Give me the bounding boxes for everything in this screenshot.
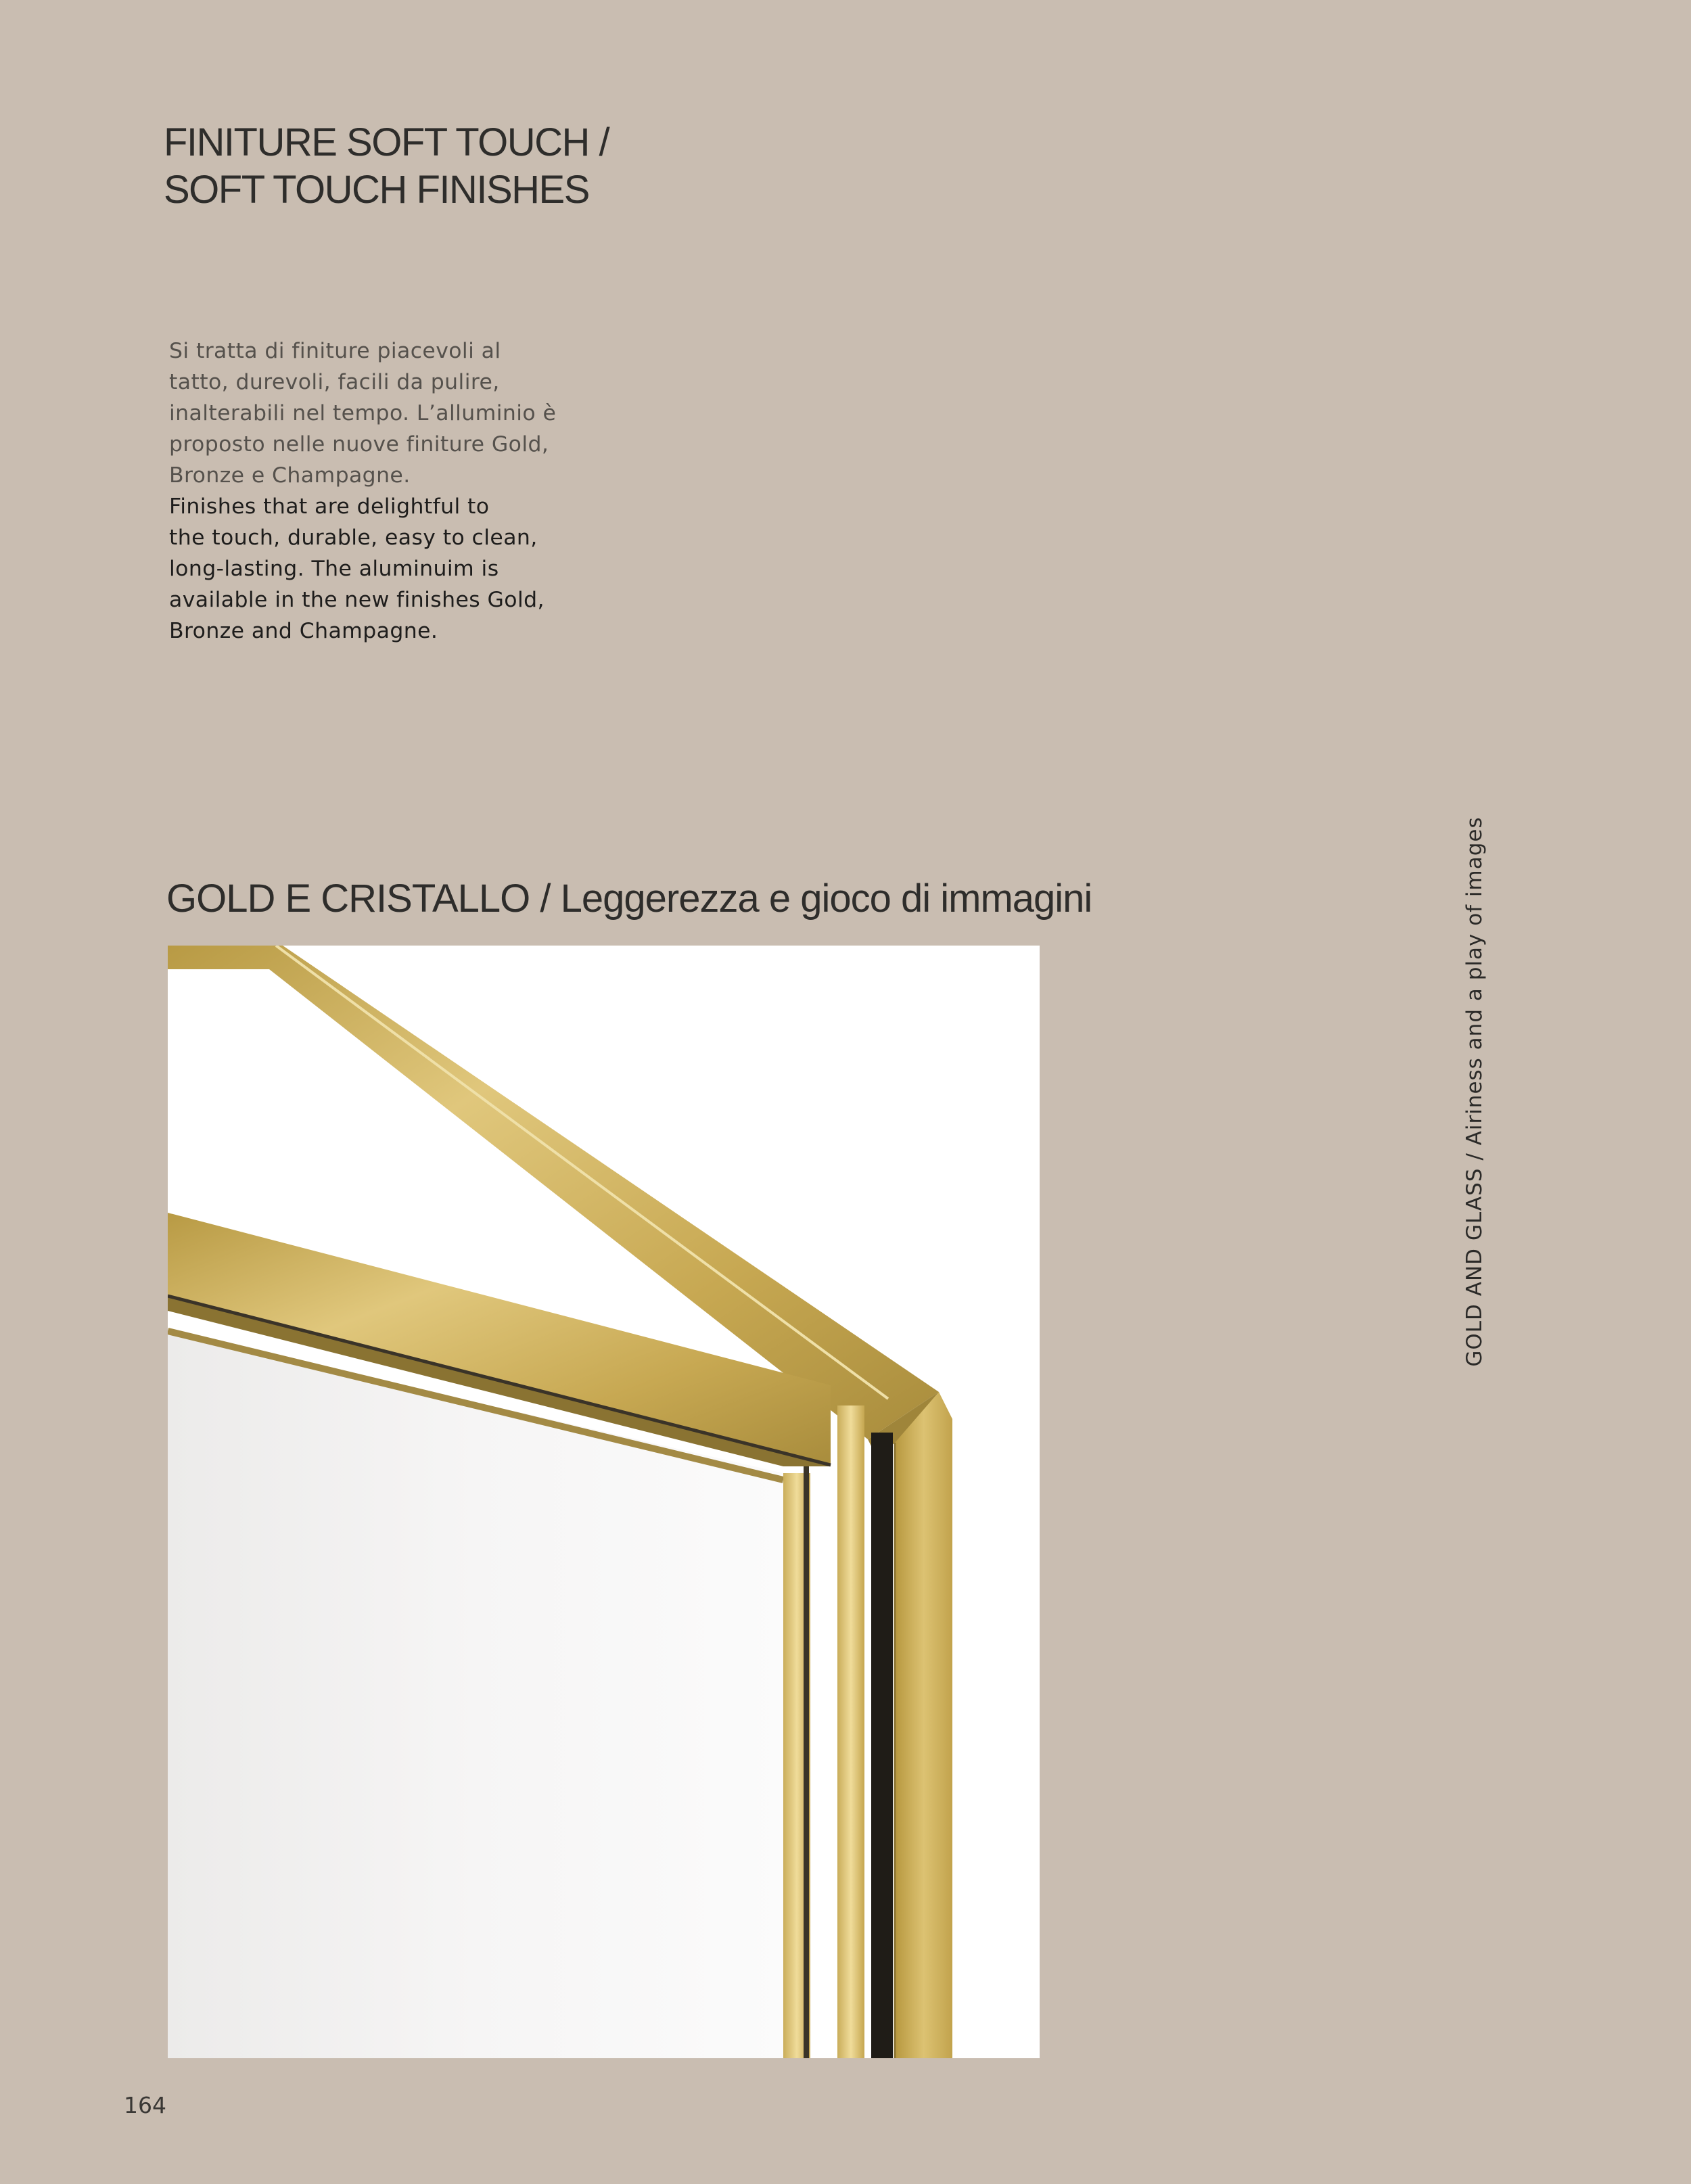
door-stile	[837, 1405, 864, 2058]
italian-line: proposto nelle nuove finiture Gold,	[169, 432, 549, 457]
english-line: the touch, durable, easy to clean,	[169, 526, 538, 550]
italian-line: tatto, durevoli, facili da pulire,	[169, 370, 500, 394]
english-line: Bronze and Champagne.	[169, 619, 438, 643]
italian-line: Bronze e Champagne.	[169, 463, 411, 488]
door-frame-illustration	[168, 946, 1040, 2058]
page-heading	[164, 119, 609, 214]
page-number: 164	[124, 2092, 166, 2118]
outer-frame-post	[895, 1392, 952, 2058]
english-line: available in the new finishes Gold,	[169, 588, 545, 612]
english-description	[169, 491, 602, 647]
english-line: Finishes that are delightful to	[169, 494, 490, 519]
section-title: GOLD E CRISTALLO / Leggerezza e gioco di immagini	[166, 877, 1092, 921]
heading-line-2: SOFT TOUCH FINISHES	[164, 168, 589, 212]
vertical-side-caption: GOLD AND GLASS / Airiness and a play of images	[1462, 816, 1487, 1367]
english-line: long-lasting. The aluminuim is	[169, 557, 499, 581]
gold-glass-door-photo	[168, 946, 1040, 2058]
italian-line: inalterabili nel tempo. L’alluminio è	[169, 401, 557, 425]
italian-line: Si tratta di finiture piacevoli al	[169, 339, 501, 363]
italian-description	[169, 335, 602, 491]
heading-line-1: FINITURE SOFT TOUCH /	[164, 120, 609, 164]
